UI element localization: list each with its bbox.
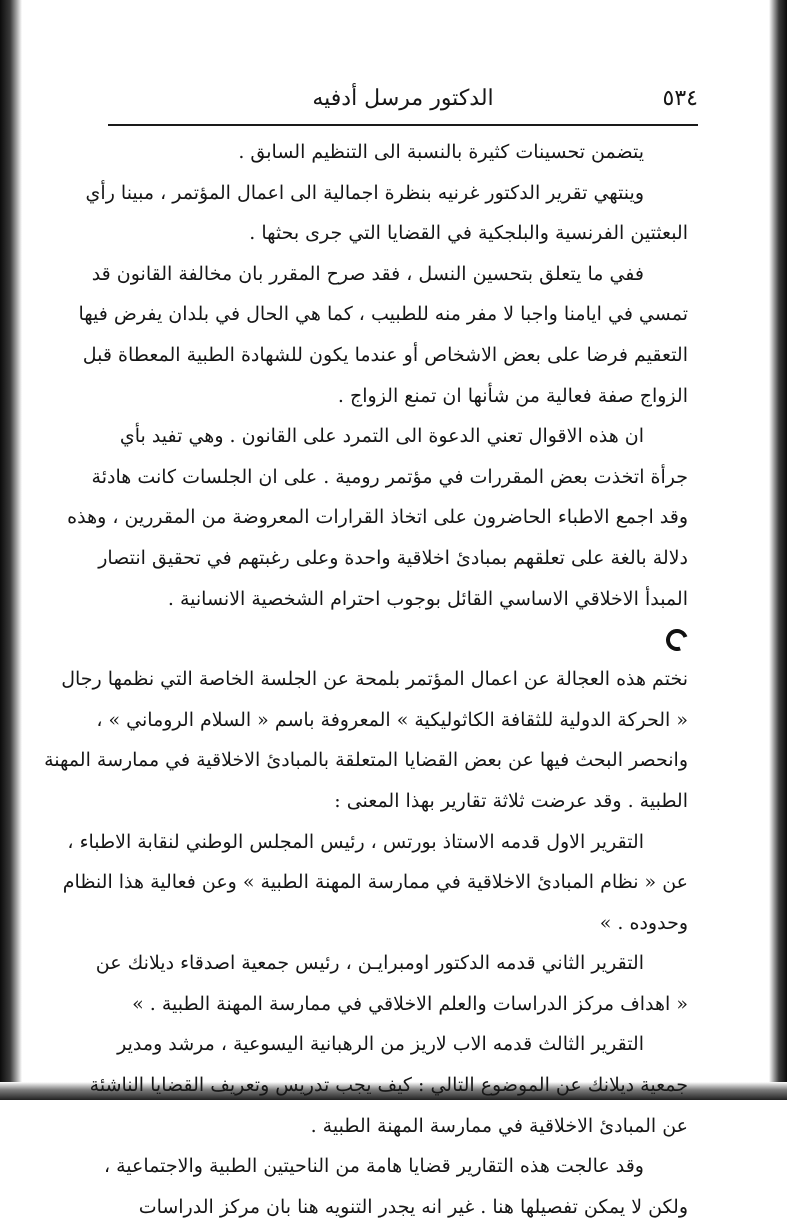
text-line: وانحصر البحث فيها عن بعض القضايا المتعلقة بالمبادئ الاخلاقية في ممارسة المهنة xyxy=(44,749,688,772)
text-line: دلالة بالغة على تعلقهم بمبادئ اخلاقية واحدة وعلى رغبتهم في تحقيق انتصار xyxy=(98,546,688,569)
text-line: التقرير الثاني قدمه الدكتور اومبرايـن ، رئيس جمعية اصدقاء ديلانك عن xyxy=(95,952,644,975)
scan-edge-right xyxy=(769,0,787,1100)
text-line: وقد اجمع الاطباء الحاضرون على اتخاذ القرارات المعروضة من المقررين ، وهذه xyxy=(67,506,688,529)
text-line: ولكن لا يمكن تفصيلها هنا . غير انه يجدر التنويه هنا بان مركز الدراسات xyxy=(138,1195,688,1218)
text-line: عن المبادئ الاخلاقية في ممارسة المهنة الطبية . xyxy=(310,1114,688,1137)
text-line: التقرير الثالث قدمه الاب لاريز من الرهبانية اليسوعية ، مرشد ومدير xyxy=(117,1033,644,1056)
paragraph xyxy=(89,1024,688,1146)
text-line: نختم هذه العجالة عن اعمال المؤتمر بلمحة عن الجلسة الخاصة التي نظمها رجال xyxy=(61,668,688,691)
paragraph xyxy=(120,132,688,173)
page-header xyxy=(108,84,698,124)
section-ornament xyxy=(120,619,688,659)
text-line: ففي ما يتعلق بتحسين النسل ، فقد صرح المقرر بان مخالفة القانون قد xyxy=(91,262,644,285)
header-rule xyxy=(108,124,698,126)
paragraph xyxy=(85,173,688,254)
paragraph xyxy=(78,254,688,416)
text-line: عن « نظام المبادئ الاخلاقية في ممارسة المهنة الطبية » وعن فعالية هذا النظام xyxy=(62,871,688,894)
paragraph xyxy=(67,416,688,619)
text-line: البعثتين الفرنسية والبلجكية في القضايا التي جرى بحثها . xyxy=(249,222,688,245)
paragraph xyxy=(95,943,688,1024)
text-line: وحدوده . » xyxy=(599,911,688,934)
text-line: وقد عالجت هذه التقارير قضايا هامة من الناحيتين الطبية والاجتماعية ، xyxy=(103,1155,644,1178)
text-line: تمسي في ايامنا واجبا لا مفر منه للطبيب ، كما هي الحال في بلدان يفرض فيها xyxy=(78,303,688,326)
text-line: يتضمن تحسينات كثيرة بالنسبة الى التنظيم السابق . xyxy=(238,141,644,163)
text-line: الطبية . وقد عرضت ثلاثة تقارير بهذا المعنى : xyxy=(334,789,688,812)
scan-edge-left xyxy=(0,0,22,1100)
page-number: ٥٣٤ xyxy=(662,86,698,111)
body-text xyxy=(44,132,688,1227)
text-line: ان هذه الاقوال تعني الدعوة الى التمرد على القانون . وهي تفيد بأي xyxy=(119,425,644,448)
running-title: الدكتور مرسل أدفيه xyxy=(312,86,494,111)
text-line: جرأة اتخذت بعض المقررات في مؤتمر رومية . على ان الجلسات كانت هادئة xyxy=(91,465,688,488)
text-line: التقرير الاول قدمه الاستاذ بورتس ، رئيس المجلس الوطني لنقابة الاطباء ، xyxy=(67,830,644,853)
paragraph xyxy=(62,822,688,944)
text-line: المبدأ الاخلاقي الاساسي القائل بوجوب احترام الشخصية الانسانية . xyxy=(167,587,688,610)
text-line: « اهداف مركز الدراسات والعلم الاخلاقي في ممارسة المهنة الطبية . » xyxy=(132,992,688,1015)
text-line: الزواج صفة فعالية من شأنها ان تمنع الزواج . xyxy=(337,384,688,407)
text-line: وينتهي تقرير الدكتور غرنيه بنظرة اجمالية الى اعمال المؤتمر ، مبينا رأي xyxy=(85,181,644,204)
text-line: جمعية ديلانك عن الموضوع التالي : كيف يجب تدريس وتعريف القضايا الناشئة xyxy=(89,1074,688,1097)
paragraph xyxy=(103,1146,688,1227)
text-line: « الحركة الدولية للثقافة الكاثوليكية » المعروفة باسم « السلام الروماني » ، xyxy=(96,708,688,731)
text-line: التعقيم فرضا على بعض الاشخاص أو عندما يكون للشهادة الطبية المعطاة قبل xyxy=(82,343,688,366)
ornament-icon xyxy=(662,625,691,654)
paragraph xyxy=(44,659,688,821)
